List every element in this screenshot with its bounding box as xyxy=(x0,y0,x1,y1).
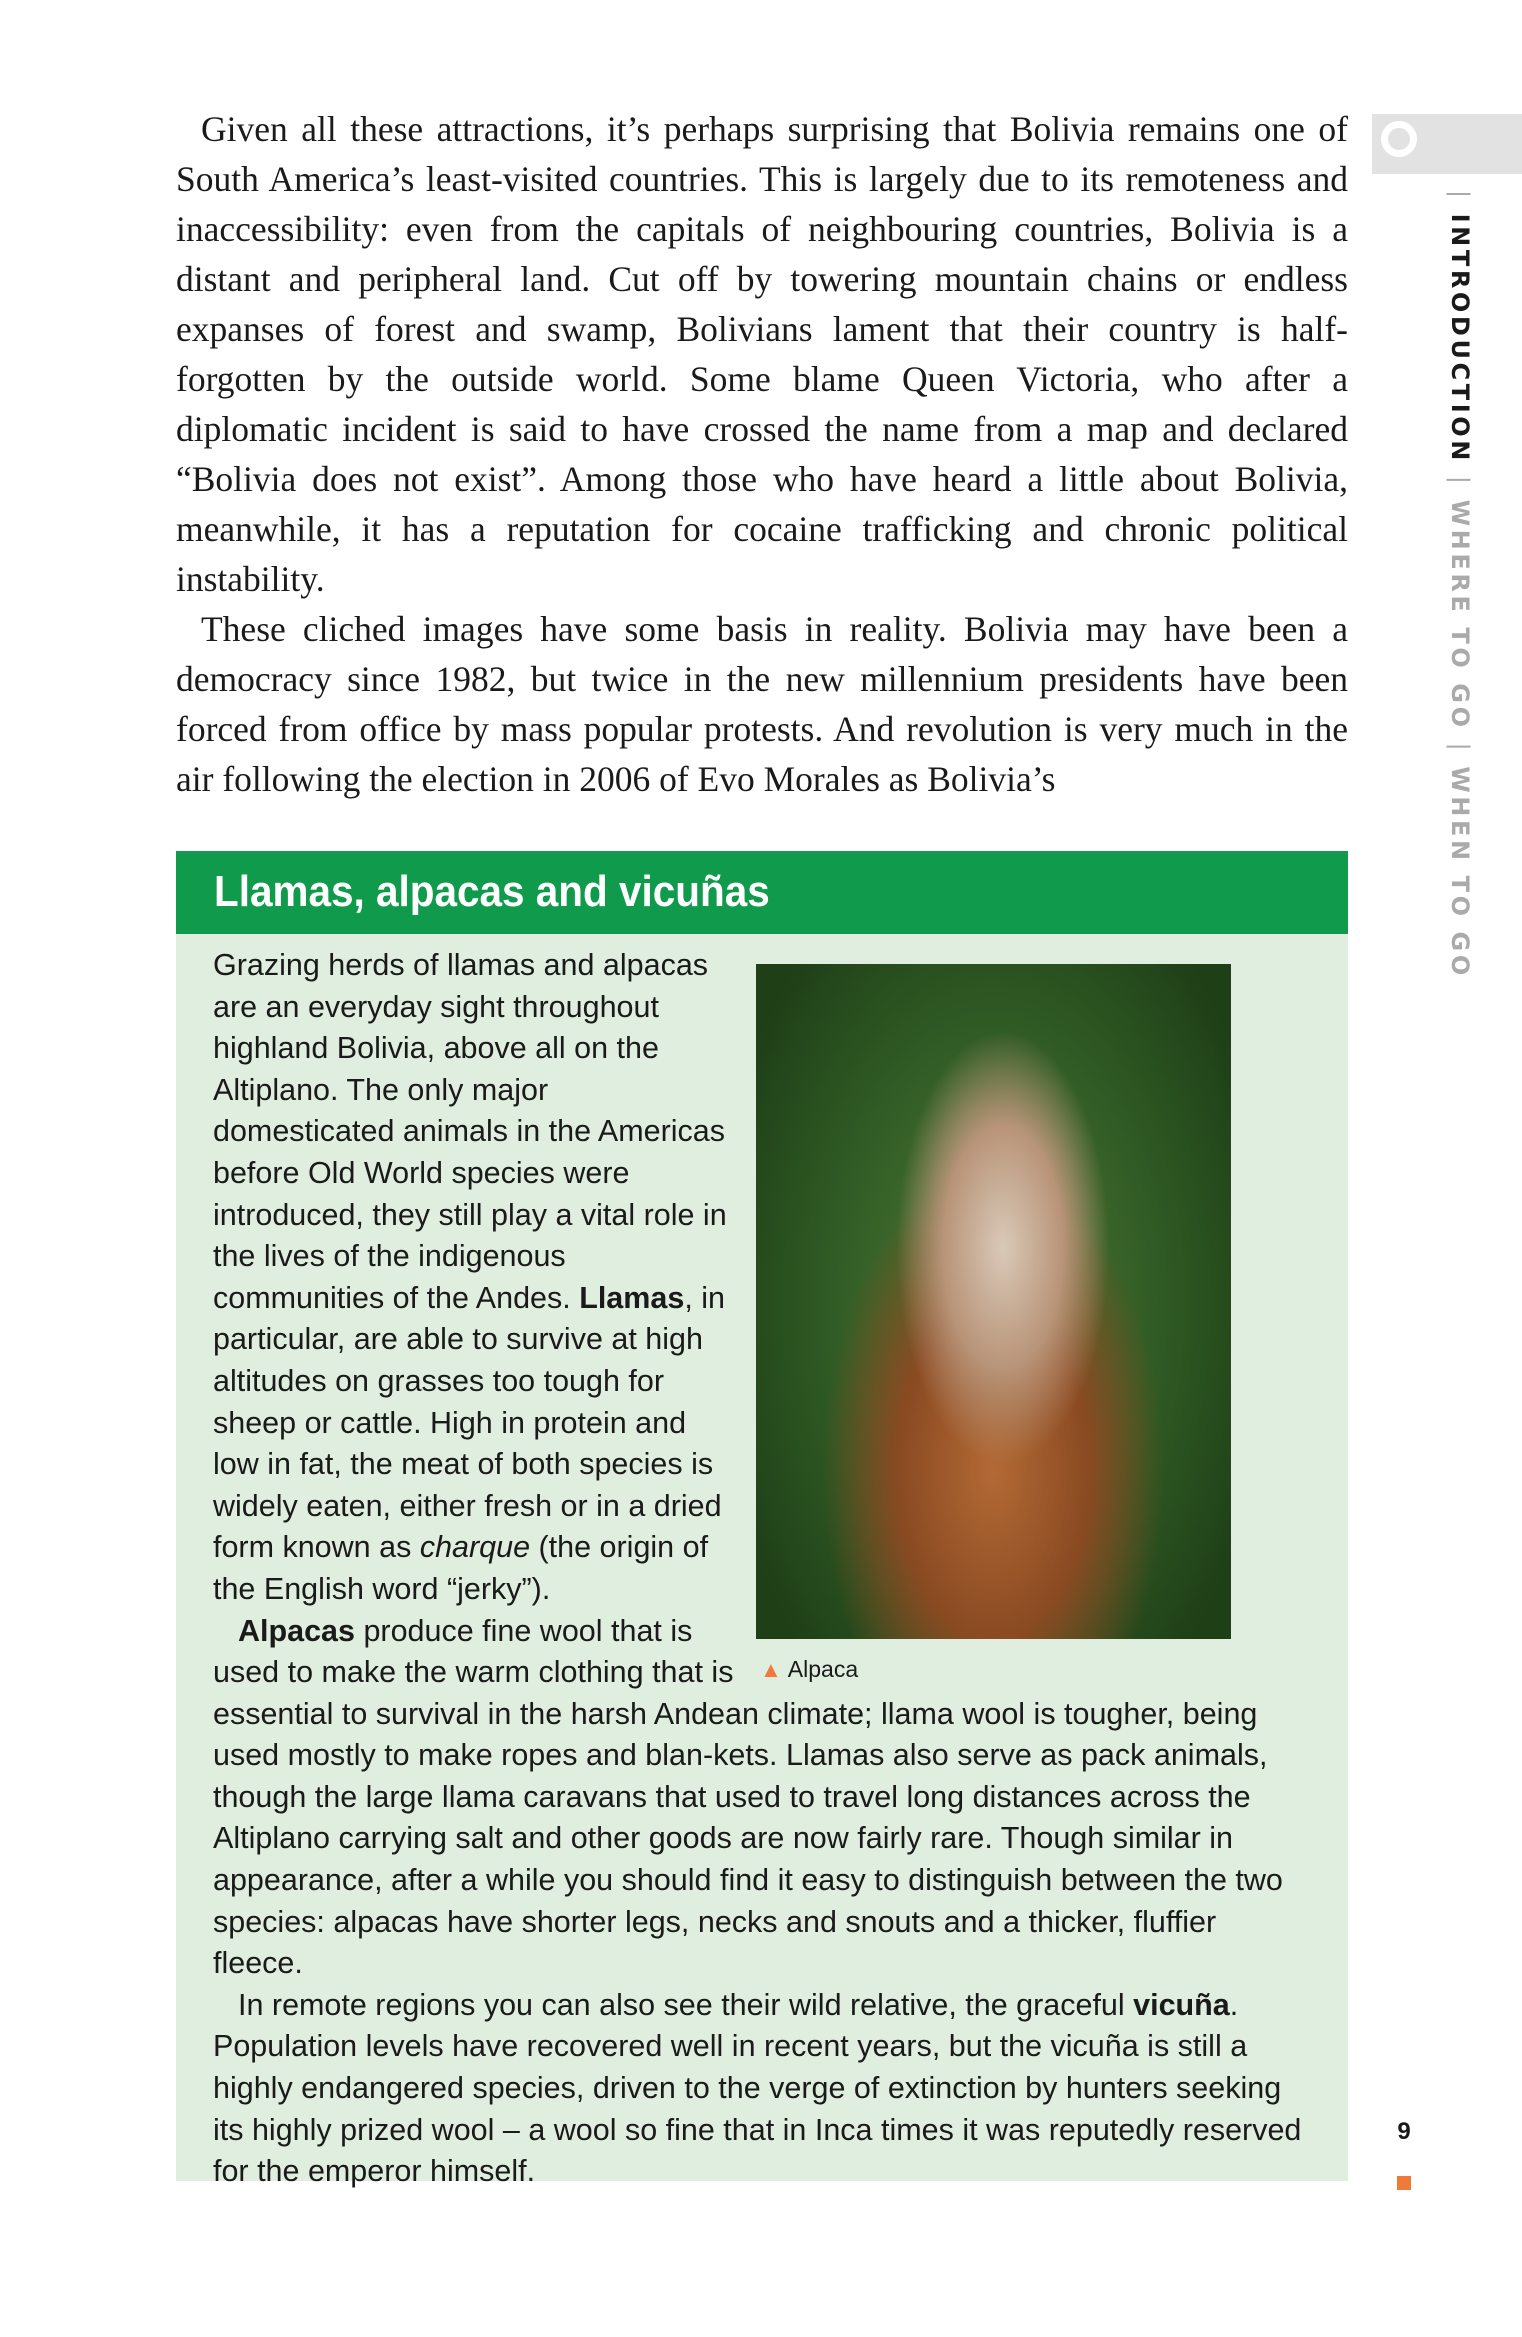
text-run: In remote regions you can also see their wild relative, the graceful xyxy=(238,1987,1134,2022)
text-run: . Population levels have recovered well in recent years, but the vicuña is still a highly endangered species, driven to the verge of extinction by hunters seeking its highly prized wool – a wool so fine that in Inca times it was reputedly reserved for the emperor himself. xyxy=(213,1987,1302,2189)
text-run: Grazing herds of llamas and alpacas are an everyday sight throughout highland Bolivia, above all on the Altiplano. The only major domesticated animals in the Americas before Old World species were introduced, they still play a vital role in the lives of the indigenous communities of the Andes. xyxy=(213,948,727,1315)
circle-icon xyxy=(1381,121,1417,157)
bold-term: Llamas xyxy=(579,1280,685,1315)
text-run: produce fine wool that is used to make the warm clothing that is essential to survival in the harsh Andean climate; llama wool is tougher, being used mostly to make ropes and blan-kets. Llamas also serve as pack animals, though the large llama caravans that used to travel long distances across the Altiplano carrying salt and other goods are now fairly rare. Though similar in appearance, after a while you should find it easy to distinguish between the two species: alpacas have shorter legs, necks and snouts and a thicker, fluffier fleece. xyxy=(213,1613,1283,1981)
alpaca-photo xyxy=(756,964,1231,1639)
chapter-nav xyxy=(1445,190,1475,979)
paragraph: These cliched images have some basis in reality. Bolivia may have been a democracy since 1982, but twice in the new millennium presidents have been forced from office by mass popular protests. And revolution is very much in the air following the election in 2006 of Evo Morales as Bolivia’s xyxy=(176,609,1348,799)
main-text xyxy=(176,104,1348,804)
box-paragraph xyxy=(213,1985,1313,2193)
photo-figure xyxy=(756,964,1276,1691)
page-number: 9 xyxy=(1397,2118,1411,2145)
triangle-icon: ▲ xyxy=(760,1657,782,1682)
caption-text: Alpaca xyxy=(787,1656,859,1682)
feature-box-body xyxy=(213,945,1313,2193)
photo-caption xyxy=(760,1649,858,1691)
nav-separator: | xyxy=(1446,190,1474,202)
feature-box-header xyxy=(176,851,1348,934)
page-marker xyxy=(1397,2176,1411,2190)
nav-separator: | xyxy=(1446,475,1474,488)
nav-item-when-to-go[interactable]: WHEN TO GO xyxy=(1446,766,1474,979)
nav-separator: | xyxy=(1446,742,1474,755)
feature-box xyxy=(176,851,1348,2189)
nav-item-introduction[interactable]: INTRODUCTION xyxy=(1446,213,1474,464)
bold-term: vicuña xyxy=(1133,1987,1230,2022)
nav-item-where-to-go[interactable]: WHERE TO GO xyxy=(1446,499,1474,731)
bold-term: Alpacas xyxy=(238,1613,355,1648)
feature-box-title: Llamas, alpacas and vicuñas xyxy=(214,867,770,916)
paragraph: Given all these attractions, it’s perhaps surprising that Bolivia remains one of South America’s least-visited countries. This is largely due to its remoteness and inaccessibility: even from the capitals of neighbouring countries, Bolivia is a distant and peripheral land. Cut off by towering mountain chains or endless expanses of forest and swamp, Bolivians lament that their country is half-forgotten by the outside world. Some blame Queen Victoria, who after a diplomatic incident is said to have crossed the name from a map and declared “Bolivia does not exist”. Among those who have heard a little about Bolivia, meanwhile, it has a reputation for cocaine trafficking and chronic political instability. xyxy=(176,109,1348,599)
text-run: , in particular, are able to survive at high altitudes on grasses too tough for sheep or cattle. High in protein and low in fat, the meat of both species is widely eaten, either fresh or in a dried form known as xyxy=(213,1280,726,1565)
italic-term: charque xyxy=(419,1530,531,1565)
text-run: (the origin of the English word “jerky”). xyxy=(213,1530,709,1606)
